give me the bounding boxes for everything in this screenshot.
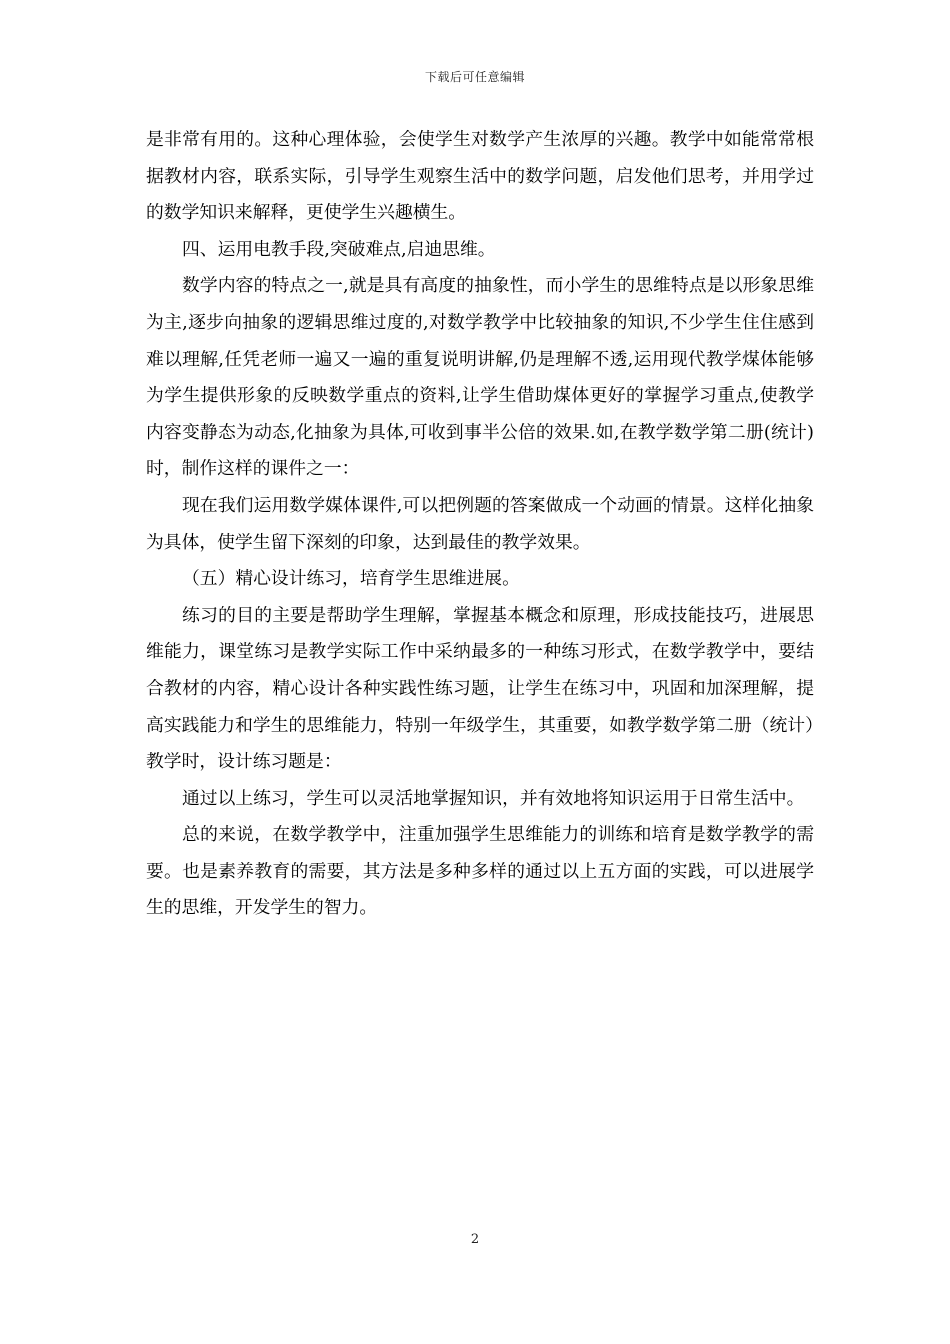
paragraph-abstract-content: 数学内容的特点之一,就是具有高度的抽象性，而小学生的思维特点是以形象思维为主,逐步向抽象的逻辑思维过度的,对数学教学中比较抽象的知识,不少学生住住感到难以理解,任凭老师一遍又一遍的重复说明讲解,仍是理解不透,运用现代教学煤体能够为学生提供形象的反映数学重点的资料,让学生借助煤体更好的掌握学习重点,使教学内容变静态为动态,化抽象为具体,可收到事半公倍的效果.如,在教学数学第二册(统计)时，制作这样的课件之一：	[146, 275, 814, 480]
section-heading-five: （五）精心设计练习，培育学生思维进展。	[182, 568, 520, 590]
paragraph-conclusion: 总的来说，在数学教学中，注重加强学生思维能力的训练和培育是数学教学的需要。也是素养教育的需要，其方法是多种多样的通过以上五方面的实践，可以进展学生的思维，开发学生的智力。	[146, 824, 814, 919]
document-body	[146, 122, 814, 927]
paragraph-media-courseware: 现在我们运用数学媒体课件,可以把例题的答案做成一个动画的情景。这样化抽象为具体，使学生留下深刻的印象，达到最佳的教学效果。	[146, 494, 814, 553]
paragraph-practice-purpose: 练习的目的主要是帮助学生理解，掌握基本概念和原理，形成技能技巧，进展思维能力，课堂练习是教学实际工作中采纳最多的一种练习形式，在数学教学中，要结合教材的内容，精心设计各种实践性练习题，让学生在练习中，巩固和加深理解，提高实践能力和学生的思维能力，特别一年级学生，其重要，如教学数学第二册（统计）教学时，设计练习题是：	[146, 604, 814, 773]
paragraph-continuation: 是非常有用的。这种心理体验，会使学生对数学产生浓厚的兴趣。教学中如能常常根据教材内容，联系实际，引导学生观察生活中的数学问题，启发他们思考，并用学过的数学知识来解释，更使学生兴趣横生。	[146, 129, 814, 224]
paragraph-practice-result: 通过以上练习，学生可以灵活地掌握知识，并有效地将知识运用于日常生活中。	[182, 787, 805, 809]
section-heading-four: 四、运用电教手段,突破难点,启迪思维。	[182, 238, 496, 260]
page-header: 下载后可任意编辑	[424, 70, 525, 84]
page-number: 2	[470, 1232, 480, 1247]
